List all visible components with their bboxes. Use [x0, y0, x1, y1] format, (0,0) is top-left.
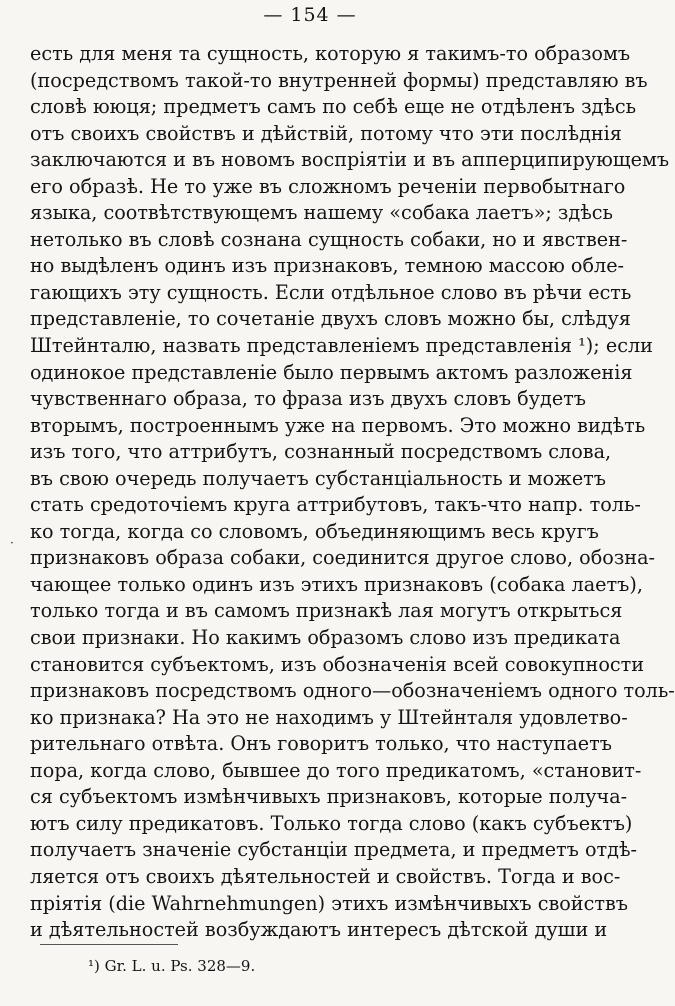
- text-line: ютъ силу предикатовъ. Только тогда слово (какъ субъектъ): [30, 811, 633, 835]
- text-line: заключаются и въ новомъ воспріятіи и въ апперципирующемъ: [30, 148, 670, 172]
- text-line: гающихъ эту сущность. Если отдѣльное слово въ рѣчи есть: [30, 280, 632, 304]
- text-line: словѣ ююця; предметъ самъ по себѣ еще не отдѣленъ здѣсь: [30, 95, 637, 119]
- text-line: его образѣ. Не то уже въ сложномъ реченіи первобытнаго: [30, 174, 626, 198]
- footnote-rule: [40, 944, 178, 945]
- text-line: Штейнталю, назвать представленіемъ представленія ¹); если: [30, 334, 653, 358]
- text-line: ся субъектомъ измѣнчивыхъ признаковъ, которые получа-: [30, 785, 628, 809]
- text-line: одинокое представленіе было первымъ актомъ разложенія: [30, 360, 633, 384]
- text-line: есть для меня та сущность, которую я такимъ-то образомъ: [30, 42, 631, 65]
- text-line: (посредствомъ такой-то внутренней формы) представляю въ: [30, 68, 648, 92]
- text-line: признаковъ образа собаки, соединится другое слово, обозна-: [30, 546, 656, 570]
- body-text: [30, 41, 675, 944]
- text-line: языка, соотвѣтствующемъ нашему «собака лаетъ»; здѣсь: [30, 201, 613, 225]
- text-line: чувственнаго образа, то фраза изъ двухъ словъ будетъ: [30, 387, 586, 411]
- text-line: изъ того, что аттрибутъ, сознанный посредствомъ слова,: [30, 440, 612, 464]
- footnote: ¹) Gr. L. u. Ps. 328—9.: [88, 957, 256, 975]
- text-line: вторымъ, построеннымъ уже на первомъ. Это можно видѣть: [30, 413, 646, 437]
- text-line: въ свою очередь получаетъ субстанціальность и можетъ: [30, 466, 606, 490]
- text-line: отъ своихъ свойствъ и дѣйствій, потому что эти послѣднія: [30, 121, 622, 145]
- text-line: но выдѣленъ одинъ изъ признаковъ, темною массою обле-: [30, 254, 625, 278]
- text-line: пріятія (die Wahrnehmungen) этихъ измѣнчивыхъ свойствъ: [30, 891, 628, 915]
- text-line: становится субъектомъ, изъ обозначенія всей совокупности: [30, 652, 645, 676]
- text-line: ляется отъ своихъ дѣятельностей и свойствъ. Тогда и вос-: [30, 864, 621, 888]
- text-line: представленіе, то сочетаніе двухъ словъ можно бы, слѣдуя: [30, 307, 631, 331]
- text-line: признаковъ посредствомъ одного—обозначеніемъ одного толь-: [30, 679, 675, 703]
- text-line: пора, когда слово, бывшее до того предикатомъ, «становит-: [30, 758, 642, 782]
- page-number: — 154 —: [263, 4, 357, 26]
- text-line: свои признаки. Но какимъ образомъ слово изъ предиката: [30, 626, 621, 650]
- margin-mark: ·: [10, 536, 14, 550]
- text-line: и дѣятельностей возбуждаютъ интересъ дѣтской души и: [30, 918, 608, 942]
- text-line: ко признака? На это не находимъ у Штейнталя удовлетво-: [30, 705, 628, 729]
- text-line: чающее только одинъ изъ этихъ признаковъ (собака лаетъ),: [30, 572, 643, 596]
- text-line: ко тогда, когда со словомъ, объединяющимъ весь кругъ: [30, 519, 599, 543]
- text-line: только тогда и въ самомъ признакѣ лая могутъ открыться: [30, 599, 623, 623]
- text-line: стать средоточіемъ круга аттрибутовъ, такъ-что напр. толь-: [30, 493, 641, 517]
- text-line: нетолько въ словѣ сознана сущность собаки, но и явствен-: [30, 227, 628, 251]
- text-line: получаетъ значеніе субстанціи предмета, и предметъ отдѣ-: [30, 838, 638, 862]
- text-line: рительнаго отвѣта. Онъ говоритъ только, что наступаетъ: [30, 732, 612, 756]
